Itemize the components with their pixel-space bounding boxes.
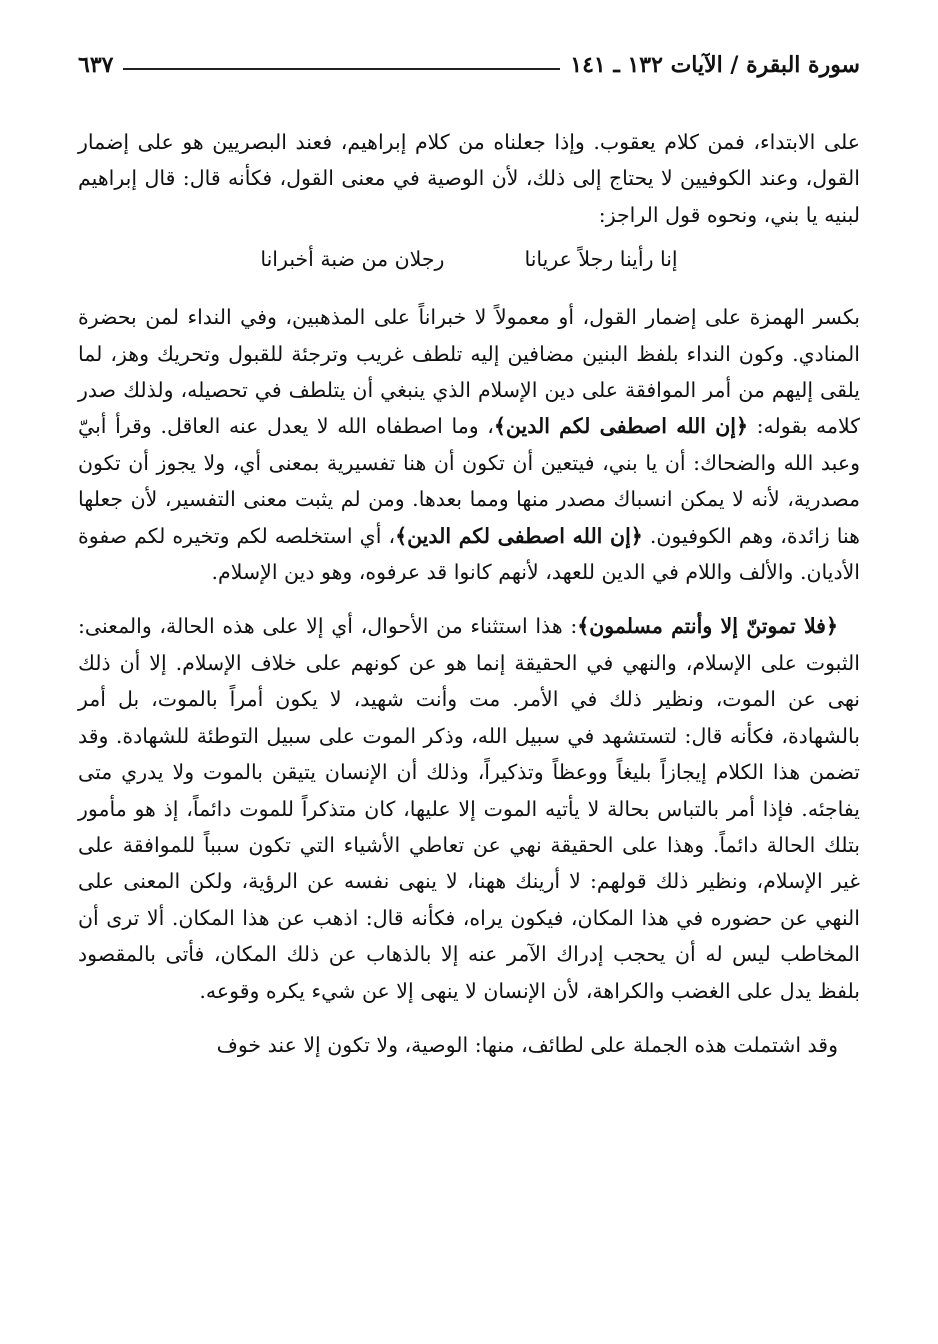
verse-first-hemistich: إنا رأينا رجلاً عريانا: [524, 247, 678, 272]
header-rule: [123, 68, 560, 70]
paragraph-4: وقد اشتملت هذه الجملة على لطائف، منها: الوصية، ولا تكون إلا عند خوف: [216, 1032, 838, 1057]
paragraph-3: [78, 608, 860, 1008]
paragraph-3-text: : هذا استثناء من الأحوال، أي إلا على هذه الحالة، والمعنى: الثبوت على الإسلام، والنهي في الحقيقة إنما هو عن كونهم على خلاف الإسلام. إلا أن ذلك نهى عن الموت، ونظير ذلك في الأمر. مت وأنت شهيد، لا يكون أمراً بالموت، بل أمر بالشهادة، فكأنه قال: لتستشهد في سبيل الله، وذكر الموت على سبيل التوطئة للشهادة. وقد تضمن هذا الكلام إيجازاً بليغاً ووعظاً وتذكيراً، وذلك أن الإنسان يتيقن بالموت ولا يدري متى يفاجئه. فإذا أمر بالتباس بحالة لا يأتيه الموت إلا عليها، كان متذكراً للموت دائماً، إذ هو مأمور بتلك الحالة دائماً. وهذا على الحقيقة نهي عن تعاطي الأشياء التي تكون سبباً للموافقة على غير الإسلام، ونظير ذلك قولهم: لا أرينك ههنا، لا ينهى نفسه عن الرؤية، ولكن المعنى على النهي عن حضوره في هذا المكان، فيكون يراه، فكأنه قال: اذهب عن هذا المكان. ألا ترى أن المخاطب ليس له أن يحجب إدراك الآمر عنه إلا بالذهاب عن ذلك المكان، فأتى بالمقصود بلفظ يدل على الغضب والكراهة، لأن الإنسان لا ينهى إلا عن شيء يكره وقوعه.: [78, 614, 860, 1003]
paragraph-1: على الابتداء، فمن كلام يعقوب. وإذا جعلناه من كلام إبراهيم، فعند البصريين هو على إضمار القول، وعند الكوفيين لا يحتاج إلى ذلك، لأن الوصية في معنى القول، فكأنه قال: قال إبراهيم لبنيه يا بني، ونحوه قول الراجز:: [78, 130, 860, 227]
paragraph-2-part-1: بكسر الهمزة على إضمار القول، أو معمولاً لا خبراناً على المذهبين، وفي النداء لمن بحضرة المنادي. وكون النداء بلفظ البنين مضافين إليه تلطف غريب وترجئة للقبول وتحريك وهز، لما يلقى إليهم من أمر الموافقة على دين الإسلام الذي ينبغي أن يتلطف في تحصيله، ولذلك صدر كلامه بقوله:: [78, 305, 860, 439]
page-body: [78, 124, 860, 1063]
paragraph-2: [78, 299, 860, 590]
verse-second-hemistich: رجلان من ضبة أخبرانا: [260, 247, 445, 272]
running-title: سورة البقرة / الآيات ١٣٢ ـ ١٤١: [570, 52, 860, 78]
paragraph-2-part-3: ، أي استخلصه لكم وتخيره لكم صفوة الأديان. والألف واللام في الدين للعهد، لأنهم كانوا قد عرفوه، وهو دين الإسلام.: [78, 523, 860, 585]
quran-verse-heading: ﴿فلا تموتنّ إلا وأنتم مسلمون﴾: [577, 614, 838, 639]
book-page: [78, 46, 860, 1306]
page-number: ٦٣٧: [78, 52, 114, 78]
poetry-verse: [78, 241, 860, 277]
page-header: [78, 46, 860, 84]
paragraph-2-part-2: ، وما اصطفاه الله لا يعدل عنه العاقل. وقرأ أبيّ وعبد الله والضحاك: أن يا بني، فيتعين أن تكون أن هنا تفسيرية بمعنى أي، ولا يجوز أن تكون مصدرية، لأنه لا يمكن انسباك مصدر منها ومما بعدها. ومن لم يثبت معنى التفسير، لأن جعلها هنا زائدة، وهم الكوفيون.: [78, 414, 860, 548]
quran-quote-2: ﴿إن الله اصطفى لكم الدين﴾: [395, 523, 643, 548]
quran-quote-1: ﴿إن الله اصطفى لكم الدين﴾: [493, 414, 748, 439]
